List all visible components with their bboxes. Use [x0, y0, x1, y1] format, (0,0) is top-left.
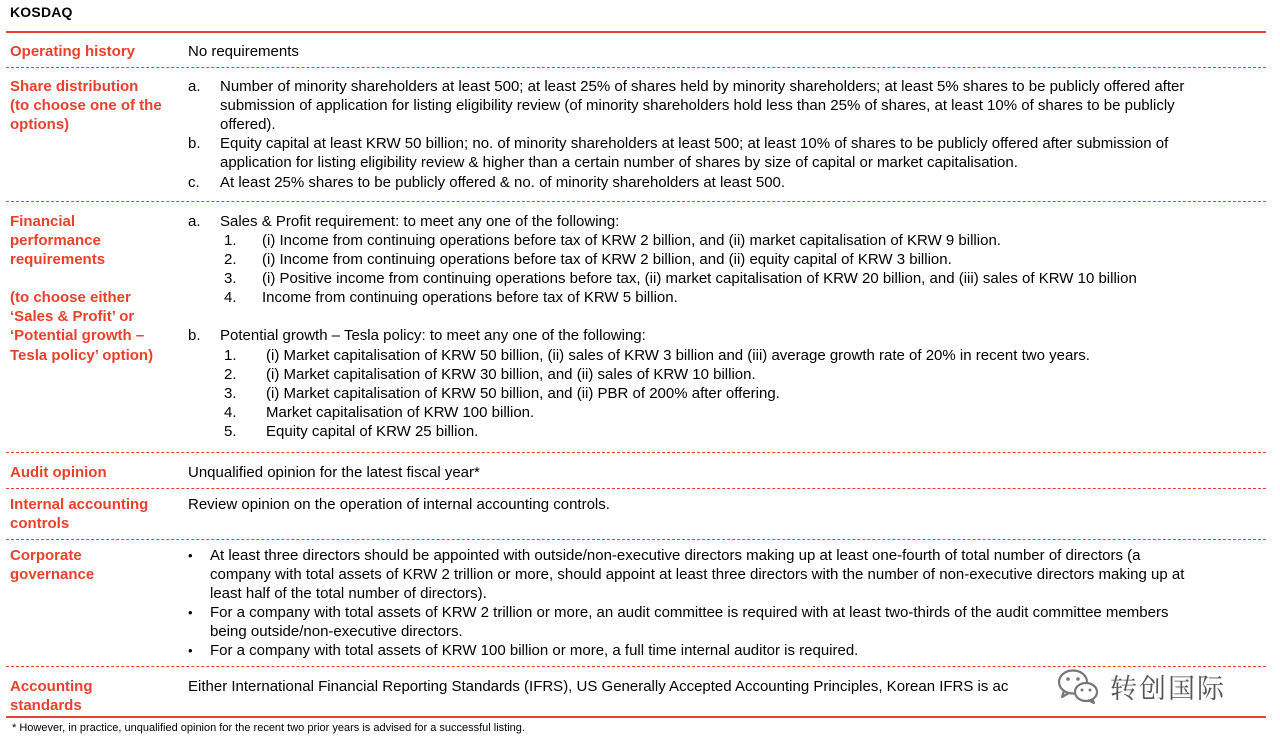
label-line: ‘Sales & Profit’ or	[10, 308, 135, 326]
sub-number: 1.	[224, 347, 237, 364]
label-line: Internal accounting	[10, 496, 149, 513]
potential-growth-item: Market capitalisation of KRW 100 billion.	[266, 404, 535, 421]
list-marker: a.	[188, 78, 201, 95]
sub-number: 3.	[224, 270, 237, 287]
wechat-icon	[1056, 667, 1100, 705]
potential-growth-item: (i) Market capitalisation of KRW 30 billion, and (ii) sales of KRW 10 billion.	[266, 366, 756, 383]
label-line: ‘Potential growth –	[10, 327, 145, 345]
watermark	[1056, 666, 1262, 706]
label-line: performance	[10, 232, 101, 250]
share-distribution-item-a	[220, 77, 1184, 135]
text-line: being outside/non-executive directors.	[210, 623, 463, 641]
label-line: Accounting	[10, 678, 93, 695]
sales-profit-item: (i) Income from continuing operations before tax of KRW 2 billion, and (ii) equity capital of KRW 3 billion.	[262, 251, 952, 268]
text-line: Equity capital at least KRW 50 billion; no. of minority shareholders at least 500; at least 10% of shares to be publicly offered after submission of	[220, 135, 1169, 152]
row-label-corporate-governance	[10, 546, 182, 584]
governance-bullet: For a company with total assets of KRW 100 billion or more, a full time internal auditor is required.	[210, 642, 859, 659]
internal-accounting-text: Review opinion on the operation of internal accounting controls.	[188, 496, 610, 513]
potential-growth-heading: Potential growth – Tesla policy: to meet any one of the following:	[220, 327, 646, 344]
row-label-share-distribution	[10, 77, 182, 135]
label-line: Share distribution	[10, 78, 139, 95]
watermark-text: 转创国际	[1110, 673, 1226, 705]
list-marker: b.	[188, 327, 201, 344]
row-label-operating-history: Operating history	[10, 43, 136, 60]
bullet-icon: •	[188, 643, 193, 658]
accounting-standards-text: Either International Financial Reporting Standards (IFRS), US Generally Accepted Accounting Principles, Korean IFRS is ac	[188, 678, 1009, 695]
sales-profit-item: (i) Positive income from continuing operations before tax, (ii) market capitalisation of KRW 20 billion, and (iii) sales of KRW 10 billion	[262, 270, 1137, 287]
row-label-internal-accounting	[10, 495, 182, 533]
potential-growth-item: Equity capital of KRW 25 billion.	[266, 423, 479, 440]
sub-number: 2.	[224, 251, 237, 268]
text-line: Number of minority shareholders at least 500; at least 25% of shares held by minority shareholders; at least 5% shares to be publicly offered after	[220, 78, 1185, 95]
sub-number: 2.	[224, 366, 237, 383]
sales-profit-item: Income from continuing operations before tax of KRW 5 billion.	[262, 289, 678, 306]
list-marker: b.	[188, 135, 201, 152]
row-divider	[6, 452, 1266, 453]
text-line: company with total assets of KRW 2 trillion or more, should appoint at least three directors with the number of non-executive directors making up at	[210, 566, 1185, 584]
label-line: Tesla policy’ option)	[10, 346, 154, 364]
potential-growth-item: (i) Market capitalisation of KRW 50 billion, and (ii) PBR of 200% after offering.	[266, 385, 780, 402]
label-line: (to choose one of the	[10, 97, 162, 115]
governance-bullet	[210, 603, 1168, 641]
label-line: (to choose either	[10, 289, 131, 306]
table-title: KOSDAQ	[10, 4, 73, 20]
row-divider	[6, 539, 1266, 540]
text-line: At least three directors should be appointed with outside/non-executive directors making up at least one-fourth of total number of directors (a	[210, 547, 1141, 564]
text-line: least half of the total number of directors).	[210, 585, 487, 603]
label-line: Financial	[10, 213, 76, 230]
list-marker: a.	[188, 213, 201, 230]
bullet-icon: •	[188, 605, 193, 620]
sales-profit-heading: Sales & Profit requirement: to meet any one of the following:	[220, 213, 620, 230]
governance-bullet	[210, 546, 1184, 604]
sub-number: 4.	[224, 289, 237, 306]
sub-number: 5.	[224, 423, 237, 440]
sales-profit-item: (i) Income from continuing operations before tax of KRW 2 billion, and (ii) market capitalisation of KRW 9 billion.	[262, 232, 1001, 249]
label-line: options)	[10, 116, 70, 134]
header-rule	[6, 31, 1266, 33]
row-divider	[6, 67, 1266, 68]
text-line: submission of application for listing eligibility review (of minority shareholders hold less than 25% of shares, at least 10% of shares to be publicly	[220, 97, 1175, 115]
label-line: governance	[10, 566, 95, 584]
row-label-financial-options	[10, 288, 182, 365]
share-distribution-item-b	[220, 134, 1168, 172]
row-divider	[6, 201, 1266, 202]
label-line: controls	[10, 515, 70, 533]
operating-history-text: No requirements	[188, 43, 299, 60]
text-line: For a company with total assets of KRW 2 trillion or more, an audit committee is required with at least two-thirds of the audit committee members	[210, 604, 1169, 621]
row-label-financial-performance	[10, 212, 182, 270]
footnote: * However, in practice, unqualified opinion for the recent two prior years is advised for a successful listing.	[12, 722, 525, 734]
label-line: Corporate	[10, 547, 82, 564]
sub-number: 3.	[224, 385, 237, 402]
list-marker: c.	[188, 174, 200, 191]
sub-number: 1.	[224, 232, 237, 249]
label-line: standards	[10, 697, 82, 715]
label-line: requirements	[10, 251, 106, 269]
text-line: offered).	[220, 116, 276, 134]
row-label-audit-opinion: Audit opinion	[10, 464, 107, 481]
share-distribution-item-c: At least 25% shares to be publicly offered & no. of minority shareholders at least 500.	[220, 174, 786, 191]
row-label-accounting-standards	[10, 677, 182, 715]
sub-number: 4.	[224, 404, 237, 421]
text-line: application for listing eligibility review & higher than a certain number of shares by size of capital or market capitalisation.	[220, 154, 1018, 172]
row-divider	[6, 488, 1266, 489]
audit-opinion-text: Unqualified opinion for the latest fiscal year*	[188, 464, 480, 481]
bullet-icon: •	[188, 548, 193, 563]
footer-rule	[6, 716, 1266, 718]
potential-growth-item: (i) Market capitalisation of KRW 50 billion, (ii) sales of KRW 3 billion and (iii) average growth rate of 20% in recent two years.	[266, 347, 1090, 364]
